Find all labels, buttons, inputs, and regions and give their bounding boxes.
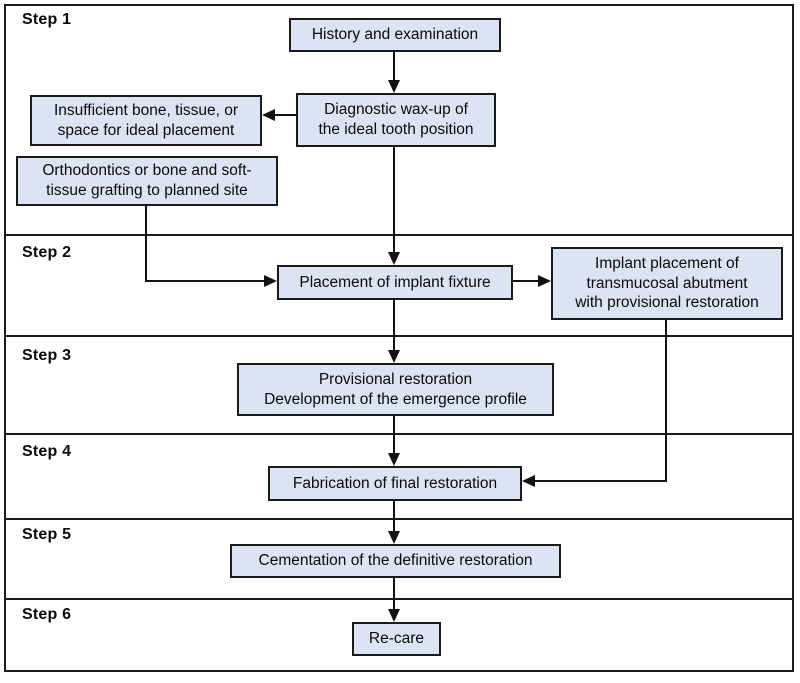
box-text: space for ideal placement <box>57 121 235 139</box>
line-segment <box>145 280 266 282</box>
box-text: Implant placement of <box>595 254 739 272</box>
box-text: Orthodontics or bone and soft- <box>42 162 252 180</box>
line-segment <box>513 280 540 282</box>
line-segment <box>393 147 395 254</box>
step-divider-2 <box>4 335 794 337</box>
box-text: History and examination <box>311 26 479 44</box>
box-provisional-restoration <box>237 363 554 416</box>
box-placement-implant-fixture <box>277 265 513 300</box>
arrowhead-left-icon <box>262 109 275 121</box>
box-text: Development of the emergence profile <box>264 390 527 408</box>
box-text: transmucosal abutment <box>586 274 748 292</box>
step-divider-5 <box>4 598 794 600</box>
arrowhead-right-icon <box>538 275 551 287</box>
step-label-5: Step 5 <box>22 526 72 543</box>
arrowhead-left-icon <box>522 475 535 487</box>
box-cementation-definitive <box>230 544 561 578</box>
box-text: tissue grafting to planned site <box>46 182 248 199</box>
line-segment <box>393 52 395 82</box>
box-text: Provisional restoration <box>318 370 473 388</box>
box-text: Fabrication of final restoration <box>292 474 498 492</box>
box-recare <box>352 622 441 656</box>
arrowhead-down-icon <box>388 252 400 265</box>
box-implant-transmucosal-abutment <box>551 247 783 320</box>
arrowhead-down-icon <box>388 531 400 544</box>
line-segment <box>533 480 667 482</box>
step-label-4: Step 4 <box>22 443 72 460</box>
box-insufficient-bone <box>30 95 262 146</box>
box-orthodontics-grafting <box>16 156 278 206</box>
box-text: Diagnostic wax-up of <box>324 101 468 119</box>
box-text: with provisional restoration <box>575 294 759 312</box>
step-label-1: Step 1 <box>22 11 72 28</box>
box-fabrication-final-restoration <box>268 466 522 501</box>
line-segment <box>393 300 395 352</box>
box-diagnostic-waxup <box>296 93 496 147</box>
arrowhead-down-icon <box>388 350 400 363</box>
step-divider-1 <box>4 234 794 236</box>
box-history-examination <box>289 18 501 52</box>
step-divider-3 <box>4 433 794 435</box>
line-segment <box>665 320 667 482</box>
box-text: Cementation of the definitive restoration <box>258 552 533 570</box>
arrowhead-right-icon <box>264 275 277 287</box>
line-segment <box>393 578 395 611</box>
box-text: Insufficient bone, tissue, or <box>53 101 239 119</box>
box-text: Placement of implant fixture <box>299 273 491 291</box>
line-segment <box>145 206 147 282</box>
box-text: the ideal tooth position <box>318 121 474 138</box>
line-segment <box>393 501 395 533</box>
arrowhead-down-icon <box>388 80 400 93</box>
arrowhead-down-icon <box>388 453 400 466</box>
box-text: Re-care <box>368 630 425 648</box>
step-label-6: Step 6 <box>22 606 72 623</box>
line-segment <box>273 114 296 116</box>
step-label-3: Step 3 <box>22 347 72 364</box>
step-divider-4 <box>4 518 794 520</box>
step-label-2: Step 2 <box>22 244 72 261</box>
arrowhead-down-icon <box>388 609 400 622</box>
line-segment <box>393 416 395 455</box>
